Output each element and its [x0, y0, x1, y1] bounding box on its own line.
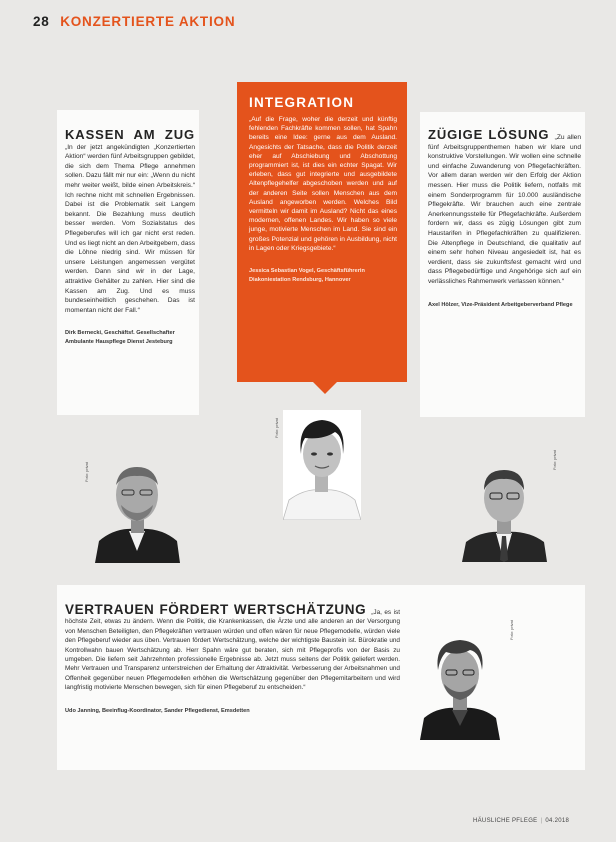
photo-credit-center: Foto: privat — [274, 417, 279, 438]
statement-bottom-signature: Udo Janning, Beeinflug-Koordinator, Sander Pflegedienst, Emsdetten — [65, 707, 250, 714]
statement-bottom-text: „Ja, es ist höchste Zeit, etwas zu ändern. Wenn die Politik, die Krankenkassen, die Ärzte und alle anderen an der Versorgung von Menschen Beteiligten, den Pflegekräften vertrauen würden und offen wären für neue Pflegemodelle, würden viele den Pflegeberuf wieder aus üben. Vertrauen fördert Wertschätzung, welche der wichtigste Baustein ist. Bürokratie und Kontrollwahn bauen Wertschätzung ab. Herr Spahn wäre gut beraten, sich mit Pflegeprofis von der Basis zu umgeben. Die liefern seit Jahrzehnten professionelle Ergebnisse ab. Jetzt muss seitens der Politik geliefert werden. Mehr Vertrauen und Transparenz unterstreichen der Erhaltung der Attraktivität. Verbesserung der Arbeitsnahmen und Offenheit gegenüber neuen Pflegemodellen erhöhen die Wertschätzung gegenüber den Pflegemitarbeitern und wird langfristig motivierte Menschen bewegen, sich für einen Pflegeberuf zu entscheiden.“ — [65, 609, 400, 692]
speech-pointer — [313, 382, 337, 394]
photo-credit-bottom: Foto: privat — [509, 619, 514, 640]
page-header — [33, 14, 235, 29]
photo-credit-right: Foto: privat — [552, 449, 557, 470]
portrait-bottom-photo — [420, 630, 500, 740]
portrait-right-photo — [462, 460, 547, 562]
statement-right-text: „Zu allen fünf Arbeitsgruppenthemen haben wir klare und konstruktive Vorstellungen. Wir wollen eine schnelle und einfache Zuwanderung von Pflegefachkräften. Vor allem daran werden wir den Erfolg der Aktion messen. Hier muss die Politik liefern, notfalls mit einem Sonderprogramm für 10.000 ausländische Pflegekräfte. Wir brauchen auch eine zentrale Anerkennungsstelle für Pflegefachkräfte. Außerdem fordern wir, dass es zügig Lösungen gibt zum Haustarifen in Pflegefachkräften zu qualifizieren. Die Altenpflege in Deutschland, die qualitativ auf einem sehr hohen Niveau angesiedelt ist, hat es verdient, dass sie zukunftsfest gemacht wird und dass Pflegebedürftige und Angehörige sich auf ein verlässliches Rahmenwerk verlassen können.“ — [428, 134, 581, 285]
statement-left-signature: Dirk Bernecki, Geschäftsf. Gesellschafter Ambulante Hauspflege Dienst Jesteburg — [65, 330, 175, 345]
statement-bottom — [65, 602, 400, 715]
statement-bottom-title: VERTRAUEN FÖRDERT WERTSCHÄTZUNG — [65, 602, 372, 617]
magazine-name: HÄUSLICHE PFLEGE — [473, 818, 538, 824]
statement-right-title: ZÜGIGE LÖSUNG — [428, 127, 555, 142]
statement-left-text: „In der jetzt angekündigten „Konzertierten Aktion“ werden fünf Arbeitsgruppen gebildet, die sich dem Thema Pflege annehmen sollen. Dazu fällt mir nur ein: „Wenn du nicht mehr weiter weißt, bilde einen Arbeitskreis.“ Ich rechne nicht mit schnellen Ergebnissen. Dabei ist die Problematik seit Langem bekannt. Die Bezahlung muss deutlich besser werden. Vom Sozialstatus des Pflegeberufes will ich gar nicht erst reden. Und es liegt nicht an den Arbeitgebern, dass die Löhne niedrig sind. Wir müssen für unsere Leistungen angemessen vergütet werden. Dann sind wir in der Lage, attraktive Gehälter zu zahlen. Hier sind die Kassen am Zug. Und es muss bundeseinheitlich geschehen. Das ist momentan nicht der Fall.“ — [65, 143, 195, 314]
portrait-center-photo — [283, 410, 361, 520]
integration-text: „Auf die Frage, woher die derzeit und künftig fehlenden Fachkräfte kommen sollen, hat Spahn bereits eine Idee: gerne aus dem Ausland. Angesichts der Tatsache, dass die Politik derzeit eher auf Abschiebung und Abschottung programmiert ist, ist dies ein echter Spagat. Wir erleben, dass gut integrierte und ausgebildete Altenpflegehelfer abgeschoben werden und auf der anderen Seite sollen Menschen aus dem Ausland angeworben werden. Welches Bild vermitteln wir damit im Ausland? Nicht das eines modernen, offenen Landes. Wir haben so viele junge, motivierte Menschen im Land. Sie sind ein großes Potenzial und gehören in Ausbildung, nicht in Lagen oder Kriegsgebiete.“ — [249, 116, 397, 252]
statement-right-signature: Axel Hölzer, Vize-Präsident Arbeitgeberverband Pflege — [428, 301, 573, 308]
portrait-left-photo — [95, 455, 180, 563]
page-number: 28 — [33, 14, 50, 29]
statement-left — [65, 127, 195, 346]
page-footer: HÄUSLICHE PFLEGE | 04.2018 — [473, 818, 570, 824]
integration-box — [237, 82, 407, 382]
issue-number: 04.2018 — [545, 818, 570, 824]
statement-right — [428, 127, 581, 309]
photo-credit-left: Foto: privat — [84, 461, 89, 482]
integration-title: INTEGRATION — [249, 95, 355, 110]
integration-signature: Jessica Sebastian Vogel, Geschäftsführerin Diakoniestation Rendsburg, Hannover — [249, 268, 365, 283]
statement-left-title: KASSEN AM ZUG — [65, 127, 195, 142]
section-title: KONZERTIERTE AKTION — [60, 14, 236, 29]
